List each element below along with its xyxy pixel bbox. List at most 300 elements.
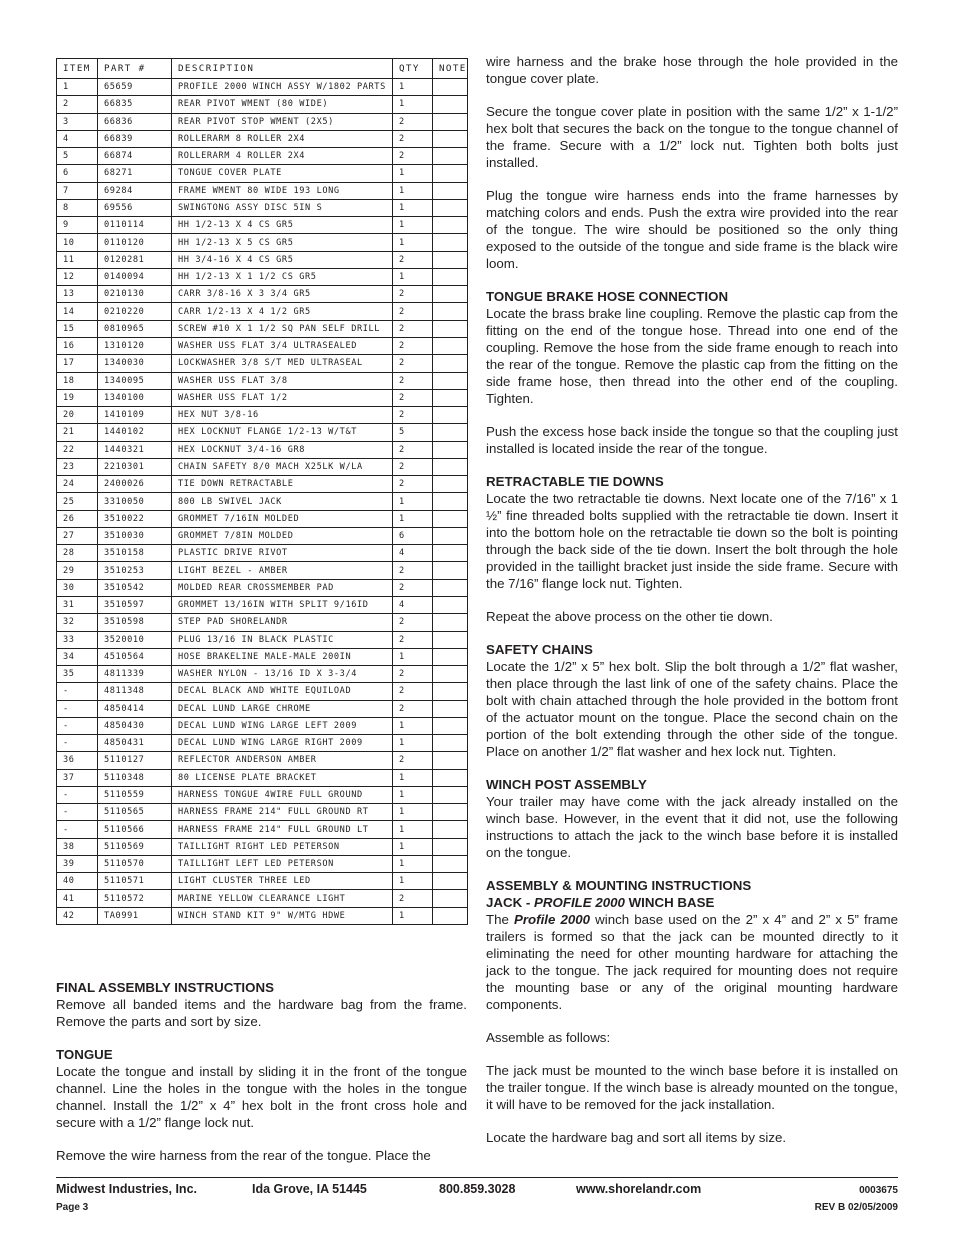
table-row — [57, 148, 468, 165]
cell-description: GROMMET 7/16IN MOLDED — [172, 510, 393, 527]
cell-note — [433, 355, 468, 372]
cell-qty: 1 — [393, 873, 433, 890]
cell-part-number: 0140094 — [98, 268, 172, 285]
winch-post-text: Your trailer may have come with the jack already installed on the winch base. However, in the event that it did not, use the following instructions to attach the jack to the winch base before it is installed on the tongue. — [486, 794, 898, 860]
cell-description: LIGHT BEZEL - AMBER — [172, 562, 393, 579]
cell-qty: 1 — [393, 234, 433, 251]
cell-description: HEX LOCKNUT 3/4-16 GR8 — [172, 441, 393, 458]
table-row — [57, 79, 468, 96]
cell-item: 8 — [57, 199, 98, 216]
cell-qty: 2 — [393, 130, 433, 147]
cell-note — [433, 389, 468, 406]
cell-qty: 1 — [393, 821, 433, 838]
parts-list-table — [56, 58, 468, 925]
cell-qty: 2 — [393, 372, 433, 389]
cell-qty: 1 — [393, 838, 433, 855]
cell-item: 16 — [57, 337, 98, 354]
cell-item: - — [57, 683, 98, 700]
cell-description: ROLLERARM 8 ROLLER 2X4 — [172, 130, 393, 147]
jack-heading-suffix: WINCH BASE — [624, 895, 715, 910]
table-row — [57, 786, 468, 803]
cell-description: TAILLIGHT LEFT LED PETERSON — [172, 855, 393, 872]
footer-city: Ida Grove, IA 51445 — [252, 1182, 367, 1196]
cell-note — [433, 113, 468, 130]
cell-qty: 2 — [393, 752, 433, 769]
cell-note — [433, 337, 468, 354]
cell-item: 23 — [57, 458, 98, 475]
cell-item: 10 — [57, 234, 98, 251]
cell-part-number: 0210220 — [98, 303, 172, 320]
table-row — [57, 700, 468, 717]
cell-qty: 1 — [393, 510, 433, 527]
plug-harness-text: Plug the tongue wire harness ends into the frame harnesses by matching colors and ends. Push the extra wire provided into the rear of the tongue. The wire should be positioned so the only thing exposed to the outside of the tongue and side frame is the black wire loom. — [486, 188, 898, 271]
cell-note — [433, 717, 468, 734]
parts-table-header-row — [57, 59, 468, 79]
cell-part-number: 5110571 — [98, 873, 172, 890]
cell-item: 21 — [57, 424, 98, 441]
cell-item: 3 — [57, 113, 98, 130]
table-row — [57, 631, 468, 648]
cell-qty: 1 — [393, 79, 433, 96]
cell-item: 34 — [57, 648, 98, 665]
cell-qty: 6 — [393, 527, 433, 544]
table-row — [57, 890, 468, 907]
cell-item: 13 — [57, 286, 98, 303]
cell-qty: 1 — [393, 493, 433, 510]
cell-item: 11 — [57, 251, 98, 268]
cell-part-number: 2210301 — [98, 458, 172, 475]
cell-note — [433, 527, 468, 544]
cell-part-number: 3510542 — [98, 579, 172, 596]
jack-heading-model: PROFILE 2000 — [534, 895, 625, 910]
jack-heading-prefix: JACK - — [486, 895, 535, 910]
cell-qty: 1 — [393, 769, 433, 786]
cell-qty: 2 — [393, 286, 433, 303]
cell-part-number: 1440321 — [98, 441, 172, 458]
cell-qty: 1 — [393, 199, 433, 216]
table-row — [57, 458, 468, 475]
cell-part-number: 3510253 — [98, 562, 172, 579]
cell-note — [433, 165, 468, 182]
header-part-number: PART # — [98, 59, 172, 79]
table-row — [57, 217, 468, 234]
table-row — [57, 683, 468, 700]
cell-description: DECAL LUND LARGE CHROME — [172, 700, 393, 717]
cell-item: - — [57, 717, 98, 734]
table-row — [57, 579, 468, 596]
cell-note — [433, 458, 468, 475]
parts-table-body — [57, 79, 468, 925]
cell-qty: 1 — [393, 907, 433, 924]
footer-phone: 800.859.3028 — [439, 1182, 516, 1196]
cell-description: REFLECTOR ANDERSON AMBER — [172, 752, 393, 769]
cell-description: LOCKWASHER 3/8 S/T MED ULTRASEAL — [172, 355, 393, 372]
cell-part-number: 0110120 — [98, 234, 172, 251]
cell-note — [433, 79, 468, 96]
profile-model-name: Profile 2000 — [514, 912, 591, 927]
cell-item: 28 — [57, 545, 98, 562]
cell-note — [433, 407, 468, 424]
cell-qty: 2 — [393, 666, 433, 683]
cell-part-number: 0810965 — [98, 320, 172, 337]
cell-part-number: 1340030 — [98, 355, 172, 372]
table-row — [57, 907, 468, 924]
cell-description: ROLLERARM 4 ROLLER 2X4 — [172, 148, 393, 165]
table-row — [57, 493, 468, 510]
table-row — [57, 182, 468, 199]
cell-note — [433, 786, 468, 803]
cell-note — [433, 907, 468, 924]
cell-note — [433, 769, 468, 786]
table-row — [57, 614, 468, 631]
cell-note — [433, 683, 468, 700]
cell-item: - — [57, 804, 98, 821]
cell-item: 39 — [57, 855, 98, 872]
cell-qty: 2 — [393, 562, 433, 579]
cell-description: HARNESS FRAME 214" FULL GROUND LT — [172, 821, 393, 838]
right-text-column — [486, 53, 898, 1146]
cell-part-number: 5110570 — [98, 855, 172, 872]
cell-note — [433, 873, 468, 890]
cell-qty: 4 — [393, 596, 433, 613]
cell-qty: 2 — [393, 614, 433, 631]
table-row — [57, 441, 468, 458]
cell-part-number: 5110565 — [98, 804, 172, 821]
footer-doc-number: 0003675 — [859, 1185, 898, 1196]
table-row — [57, 389, 468, 406]
cell-item: - — [57, 700, 98, 717]
footer-page-number: Page 3 — [56, 1202, 89, 1213]
cell-description: HH 1/2-13 X 1 1/2 CS GR5 — [172, 268, 393, 285]
cell-note — [433, 372, 468, 389]
push-hose-text: Push the excess hose back inside the tongue so that the coupling just installed is located inside the rear of the tongue. — [486, 424, 898, 456]
cell-part-number: 0210130 — [98, 286, 172, 303]
tongue-harness-text: Remove the wire harness from the rear of the tongue. Place the — [56, 1148, 431, 1163]
cell-description: TAILLIGHT RIGHT LED PETERSON — [172, 838, 393, 855]
cell-item: 20 — [57, 407, 98, 424]
cell-item: 22 — [57, 441, 98, 458]
cell-description: 800 LB SWIVEL JACK — [172, 493, 393, 510]
cell-qty: 2 — [393, 631, 433, 648]
cell-item: 29 — [57, 562, 98, 579]
cell-description: GROMMET 13/16IN WITH SPLIT 9/16ID — [172, 596, 393, 613]
cell-description: FRAME WMENT 80 WIDE 193 LONG — [172, 182, 393, 199]
brake-hose-heading: TONGUE BRAKE HOSE CONNECTION — [486, 289, 729, 304]
profile-text-lead: The — [486, 912, 515, 927]
cell-description: LIGHT CLUSTER THREE LED — [172, 873, 393, 890]
cell-qty: 1 — [393, 217, 433, 234]
cell-note — [433, 510, 468, 527]
assemble-as-follows-text: Assemble as follows: — [486, 1030, 611, 1045]
cell-note — [433, 234, 468, 251]
cell-note — [433, 303, 468, 320]
cell-part-number: 66874 — [98, 148, 172, 165]
cell-description: CHAIN SAFETY 8/0 MACH X25LK W/LA — [172, 458, 393, 475]
cell-part-number: 3510030 — [98, 527, 172, 544]
cell-part-number: 5110348 — [98, 769, 172, 786]
cell-item: 27 — [57, 527, 98, 544]
cell-part-number: 3310050 — [98, 493, 172, 510]
cell-qty: 1 — [393, 182, 433, 199]
cell-item: 12 — [57, 268, 98, 285]
tongue-heading: TONGUE — [56, 1047, 113, 1062]
cell-part-number: 66835 — [98, 96, 172, 113]
cell-part-number: 5110559 — [98, 786, 172, 803]
cell-part-number: 3510597 — [98, 596, 172, 613]
cell-item: 25 — [57, 493, 98, 510]
tie-downs-heading: RETRACTABLE TIE DOWNS — [486, 474, 664, 489]
cell-part-number: 3510158 — [98, 545, 172, 562]
jack-winch-base-heading — [486, 894, 898, 911]
cell-qty: 1 — [393, 855, 433, 872]
cell-qty: 1 — [393, 804, 433, 821]
cell-part-number: 5110127 — [98, 752, 172, 769]
cell-note — [433, 890, 468, 907]
cell-description: HH 1/2-13 X 5 CS GR5 — [172, 234, 393, 251]
cell-part-number: 69556 — [98, 199, 172, 216]
cell-description: CARR 3/8-16 X 3 3/4 GR5 — [172, 286, 393, 303]
table-row — [57, 337, 468, 354]
cell-qty: 4 — [393, 545, 433, 562]
table-row — [57, 873, 468, 890]
cell-note — [433, 596, 468, 613]
table-row — [57, 804, 468, 821]
cell-part-number: 4850414 — [98, 700, 172, 717]
cell-note — [433, 148, 468, 165]
cell-item: 5 — [57, 148, 98, 165]
cell-description: PLASTIC DRIVE RIVOT — [172, 545, 393, 562]
table-row — [57, 320, 468, 337]
cell-description: CARR 1/2-13 X 4 1/2 GR5 — [172, 303, 393, 320]
table-row — [57, 821, 468, 838]
tie-downs-text: Locate the two retractable tie downs. Next locate one of the 7/16” x 1 ½” fine threaded bolts supplied with the retractable tie down. Insert it into the bottom hole on the retractable tie down so the bolt is pointing through the back side of the tie down. Insert the bolt through the hole provided in the taillight bracket just inside the side frame. Secure with the 7/16” flange lock nut. Tighten. — [486, 491, 898, 591]
table-row — [57, 303, 468, 320]
cell-item: 30 — [57, 579, 98, 596]
cell-description: WASHER USS FLAT 3/4 ULTRASEALED — [172, 337, 393, 354]
cell-item: 15 — [57, 320, 98, 337]
table-row — [57, 769, 468, 786]
cell-part-number: 5110572 — [98, 890, 172, 907]
table-row — [57, 476, 468, 493]
hardware-bag-text: Locate the hardware bag and sort all items by size. — [486, 1130, 787, 1145]
cell-qty: 2 — [393, 441, 433, 458]
cell-qty: 1 — [393, 735, 433, 752]
cell-part-number: 66836 — [98, 113, 172, 130]
harness-continued-text: wire harness and the brake hose through the hole provided in the tongue cover plate. — [486, 54, 898, 86]
table-row — [57, 165, 468, 182]
cell-part-number: 66839 — [98, 130, 172, 147]
safety-chains-text: Locate the 1/2” x 5” hex bolt. Slip the bolt through a 1/2” flat washer, then place through the last link of one of the safety chains. Place the bolt with chain attached through the hole provided in the bottom front of the actuator mount on the tongue. Place the second chain on the portion of the bolt extending through the other side of the tongue. Place on another 1/2” flat washer and hex lock nut. Tighten. — [486, 659, 898, 759]
cell-description: HARNESS FRAME 214" FULL GROUND RT — [172, 804, 393, 821]
cell-description: WASHER NYLON - 13/16 ID X 3-3/4 — [172, 666, 393, 683]
table-row — [57, 752, 468, 769]
cell-description: WINCH STAND KIT 9" W/MTG HDWE — [172, 907, 393, 924]
table-row — [57, 96, 468, 113]
safety-chains-heading: SAFETY CHAINS — [486, 642, 593, 657]
cell-description: PLUG 13/16 IN BLACK PLASTIC — [172, 631, 393, 648]
cell-description: MARINE YELLOW CLEARANCE LIGHT — [172, 890, 393, 907]
final-assembly-text: Remove all banded items and the hardware bag from the frame. Remove the parts and sort by size. — [56, 997, 467, 1029]
cell-note — [433, 804, 468, 821]
cell-description: DECAL BLACK AND WHITE EQUILOAD — [172, 683, 393, 700]
table-row — [57, 113, 468, 130]
header-item: ITEM — [57, 59, 98, 79]
tongue-cover-text: Secure the tongue cover plate in position with the same 1/2” x 1-1/2” hex bolt that secures the back on the tongue to the tongue channel of the frame. Secure with a 1/2” lock nut. Tighten both bolts just installed. — [486, 104, 898, 170]
cell-item: 24 — [57, 476, 98, 493]
cell-qty: 2 — [393, 476, 433, 493]
cell-part-number: 4510564 — [98, 648, 172, 665]
cell-part-number: 3510598 — [98, 614, 172, 631]
cell-item: 41 — [57, 890, 98, 907]
cell-part-number: 1340095 — [98, 372, 172, 389]
cell-qty: 2 — [393, 890, 433, 907]
cell-description: PROFILE 2000 WINCH ASSY W/1802 PARTS — [172, 79, 393, 96]
tongue-text: Locate the tongue and install by sliding it in the front of the tongue channel. Line the holes in the tongue with the holes in the tongue channel. Install the 1/2” x 4” hex bolt in the front cross hole and secure with a 1/2” flange lock nut. — [56, 1064, 467, 1130]
table-row — [57, 407, 468, 424]
cell-item: 36 — [57, 752, 98, 769]
cell-qty: 2 — [393, 407, 433, 424]
cell-part-number: 2400026 — [98, 476, 172, 493]
cell-qty: 2 — [393, 303, 433, 320]
cell-item: 18 — [57, 372, 98, 389]
cell-item: 4 — [57, 130, 98, 147]
cell-note — [433, 855, 468, 872]
cell-part-number: 69284 — [98, 182, 172, 199]
table-row — [57, 424, 468, 441]
footer-divider — [56, 1177, 898, 1178]
cell-description: HEX NUT 3/8-16 — [172, 407, 393, 424]
cell-part-number: 0120281 — [98, 251, 172, 268]
cell-qty: 2 — [393, 251, 433, 268]
table-row — [57, 199, 468, 216]
cell-item: 40 — [57, 873, 98, 890]
cell-item: 38 — [57, 838, 98, 855]
cell-item: 42 — [57, 907, 98, 924]
cell-description: REAR PIVOT WMENT (80 WIDE) — [172, 96, 393, 113]
cell-part-number: 4850430 — [98, 717, 172, 734]
cell-item: - — [57, 821, 98, 838]
cell-qty: 1 — [393, 648, 433, 665]
header-note: NOTE — [433, 59, 468, 79]
cell-note — [433, 130, 468, 147]
cell-qty: 2 — [393, 320, 433, 337]
jack-mount-text: The jack must be mounted to the winch base before it is installed on the trailer tongue. If the winch base is already mounted on the tongue, it will have to be removed for the jack installation. — [486, 1063, 898, 1112]
footer-website: www.shorelandr.com — [576, 1182, 702, 1196]
cell-item: 26 — [57, 510, 98, 527]
assembly-mounting-heading: ASSEMBLY & MOUNTING INSTRUCTIONS — [486, 878, 752, 893]
cell-qty: 2 — [393, 148, 433, 165]
brake-hose-text: Locate the brass brake line coupling. Remove the plastic cap from the fitting on the end of the tongue hose. Thread into one end of the coupling. Remove the hose from the side frame enough to reach into the rear of the tongue. Remove the plastic cap from the fitting on the side frame hose, then thread into the other end of the coupling. Tighten. — [486, 306, 898, 406]
table-row — [57, 355, 468, 372]
cell-part-number: TA0991 — [98, 907, 172, 924]
cell-description: GROMMET 7/8IN MOLDED — [172, 527, 393, 544]
cell-description: DECAL LUND WING LARGE RIGHT 2009 — [172, 735, 393, 752]
cell-description: STEP PAD SHORELANDR — [172, 614, 393, 631]
cell-qty: 2 — [393, 389, 433, 406]
cell-item: - — [57, 786, 98, 803]
cell-note — [433, 424, 468, 441]
cell-item: 37 — [57, 769, 98, 786]
table-row — [57, 268, 468, 285]
cell-item: 14 — [57, 303, 98, 320]
cell-item: 19 — [57, 389, 98, 406]
table-row — [57, 251, 468, 268]
header-description: DESCRIPTION — [172, 59, 393, 79]
footer-revision: REV B 02/05/2009 — [814, 1202, 898, 1213]
cell-description: MOLDED REAR CROSSMEMBER PAD — [172, 579, 393, 596]
cell-part-number: 3520010 — [98, 631, 172, 648]
left-text-column — [56, 979, 467, 1164]
cell-qty: 2 — [393, 700, 433, 717]
cell-part-number: 4811348 — [98, 683, 172, 700]
footer-company: Midwest Industries, Inc. — [56, 1182, 197, 1196]
cell-qty: 2 — [393, 458, 433, 475]
cell-part-number: 1310120 — [98, 337, 172, 354]
cell-note — [433, 579, 468, 596]
cell-description: HEX LOCKNUT FLANGE 1/2-13 W/T&T — [172, 424, 393, 441]
table-row — [57, 648, 468, 665]
cell-description: HH 1/2-13 X 4 CS GR5 — [172, 217, 393, 234]
cell-description: DECAL LUND WING LARGE LEFT 2009 — [172, 717, 393, 734]
cell-item: 9 — [57, 217, 98, 234]
cell-part-number: 3510022 — [98, 510, 172, 527]
cell-note — [433, 545, 468, 562]
cell-description: HARNESS TONGUE 4WIRE FULL GROUND — [172, 786, 393, 803]
cell-part-number: 68271 — [98, 165, 172, 182]
table-row — [57, 735, 468, 752]
table-row — [57, 596, 468, 613]
cell-qty: 2 — [393, 113, 433, 130]
cell-part-number: 5110569 — [98, 838, 172, 855]
cell-note — [433, 199, 468, 216]
cell-note — [433, 96, 468, 113]
cell-note — [433, 251, 468, 268]
cell-part-number: 0110114 — [98, 217, 172, 234]
cell-qty: 1 — [393, 786, 433, 803]
cell-item: 31 — [57, 596, 98, 613]
table-row — [57, 838, 468, 855]
cell-note — [433, 217, 468, 234]
cell-item: 17 — [57, 355, 98, 372]
cell-part-number: 1440102 — [98, 424, 172, 441]
cell-description: TIE DOWN RETRACTABLE — [172, 476, 393, 493]
cell-description: TONGUE COVER PLATE — [172, 165, 393, 182]
cell-item: 35 — [57, 666, 98, 683]
table-row — [57, 562, 468, 579]
header-qty: QTY — [393, 59, 433, 79]
cell-item: 7 — [57, 182, 98, 199]
cell-description: WASHER USS FLAT 1/2 — [172, 389, 393, 406]
cell-note — [433, 735, 468, 752]
cell-part-number: 4850431 — [98, 735, 172, 752]
cell-note — [433, 648, 468, 665]
table-row — [57, 234, 468, 251]
cell-qty: 2 — [393, 579, 433, 596]
table-row — [57, 527, 468, 544]
cell-note — [433, 631, 468, 648]
cell-part-number: 1340100 — [98, 389, 172, 406]
cell-note — [433, 493, 468, 510]
cell-qty: 5 — [393, 424, 433, 441]
cell-note — [433, 614, 468, 631]
cell-item: 33 — [57, 631, 98, 648]
cell-note — [433, 700, 468, 717]
cell-note — [433, 752, 468, 769]
cell-note — [433, 838, 468, 855]
cell-qty: 1 — [393, 717, 433, 734]
cell-part-number: 1410109 — [98, 407, 172, 424]
cell-item: - — [57, 735, 98, 752]
